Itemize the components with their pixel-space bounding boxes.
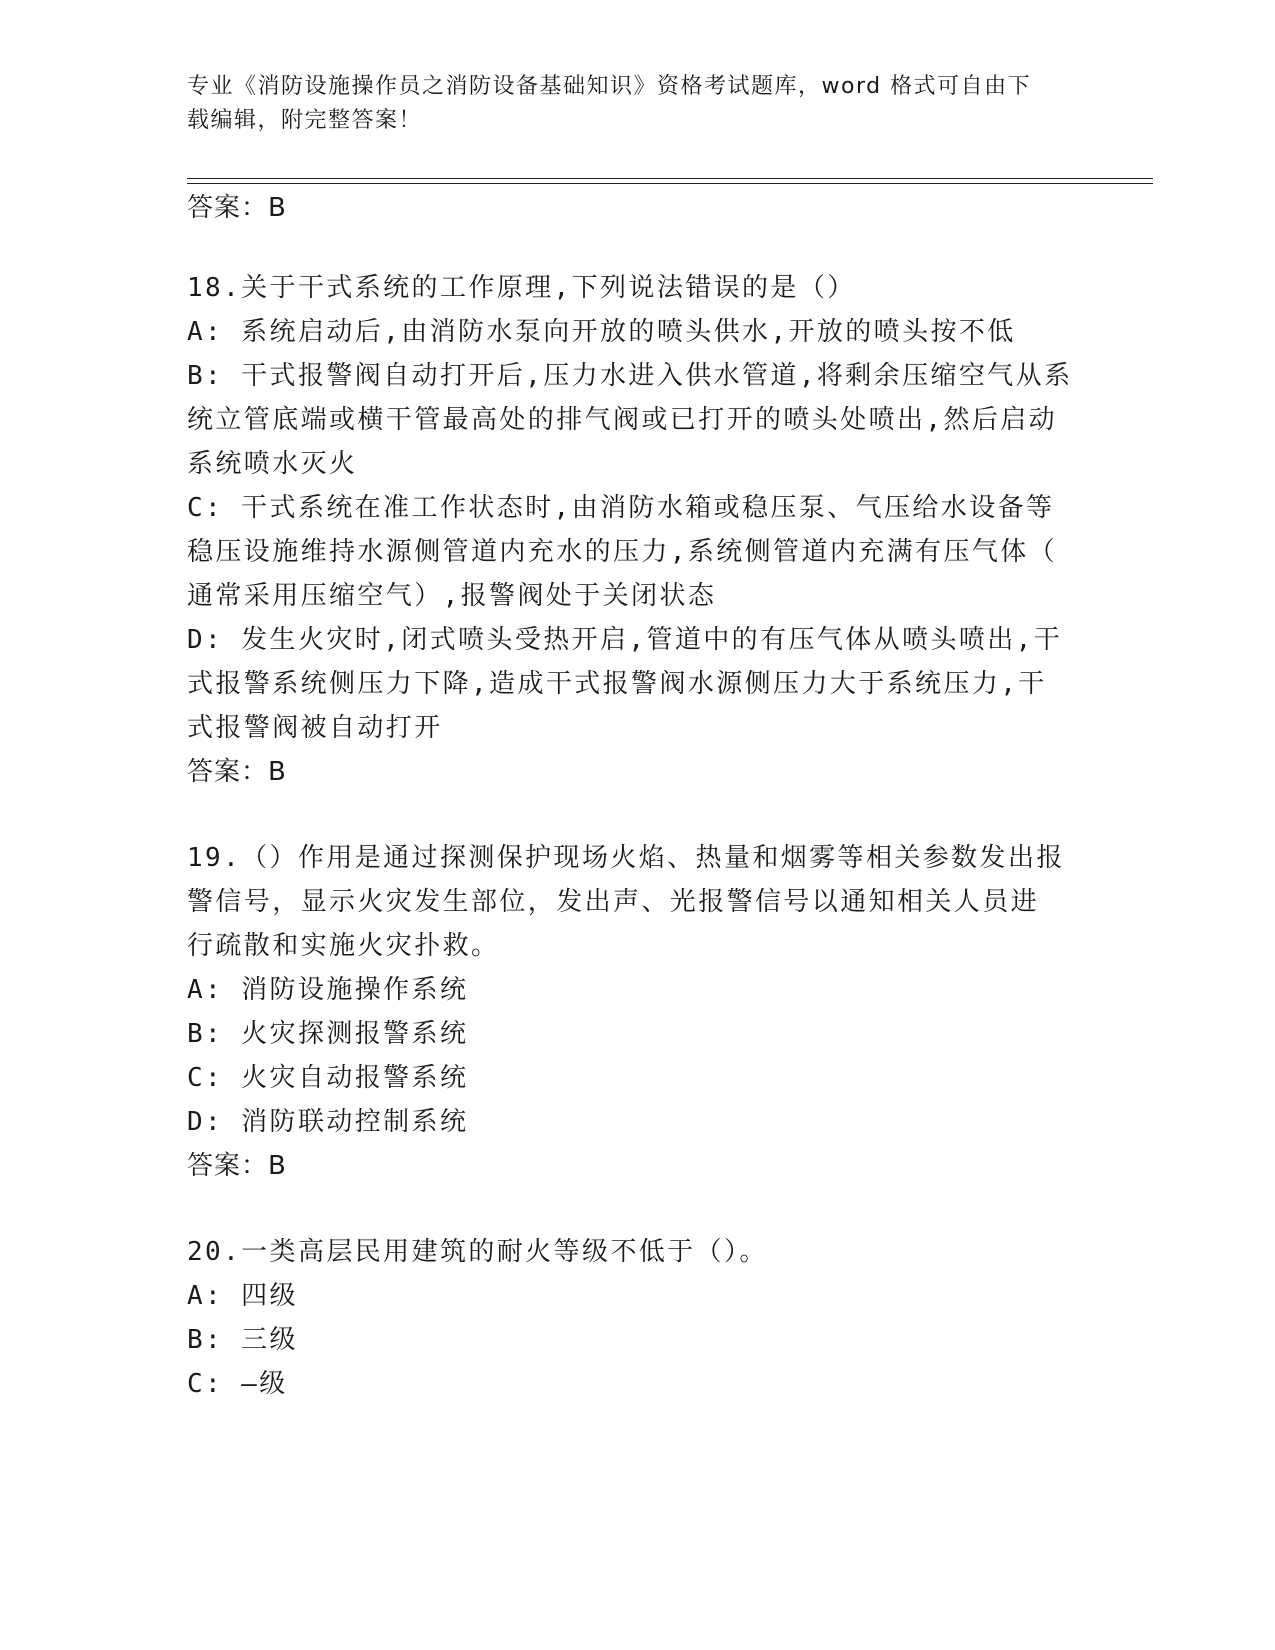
q18-option-b-line-1: B: 干式报警阀自动打开后,压力水进入供水管道,将剩余压缩空气从系 <box>187 361 1073 391</box>
q19-option-a: A: 消防设施操作系统 <box>187 975 469 1005</box>
header-divider-bottom <box>187 183 1153 184</box>
q19-option-b: B: 火灾探测报警系统 <box>187 1019 469 1049</box>
q19-option-c: C: 火灾自动报警系统 <box>187 1063 469 1093</box>
q20-option-c: C: —级 <box>187 1369 288 1399</box>
q18-option-b-line-2: 统立管底端或横干管最高处的排气阀或已打开的喷头处喷出,然后启动 <box>187 405 1058 435</box>
q19-answer: 答案：B <box>187 1151 287 1181</box>
q19-option-d: D: 消防联动控制系统 <box>187 1107 469 1137</box>
q19-question-line-1: 19.（）作用是通过探测保护现场火焰、热量和烟雾等相关参数发出报 <box>187 843 1065 873</box>
q18-option-d-line-1: D: 发生火灾时,闭式喷头受热开启,管道中的有压气体从喷头喷出,干 <box>187 625 1063 655</box>
header-line-1: 专业《消防设施操作员之消防设备基础知识》资格考试题库，word 格式可自由下 <box>187 74 1032 99</box>
q18-option-c-line-2: 稳压设施维持水源侧管道内充水的压力,系统侧管道内充满有压气体（ <box>187 537 1058 567</box>
q18-question: 18.关于干式系统的工作原理,下列说法错误的是（） <box>187 273 856 303</box>
header-divider-top <box>187 178 1153 179</box>
q20-question: 20.一类高层民用建筑的耐火等级不低于（）。 <box>187 1237 768 1267</box>
q18-option-d-line-2: 式报警系统侧压力下降,造成干式报警阀水源侧压力大于系统压力,干 <box>187 669 1047 699</box>
q19-question-line-3: 行疏散和实施火灾扑救。 <box>187 931 500 961</box>
q20-option-a: A: 四级 <box>187 1281 298 1311</box>
q18-option-d-line-3: 式报警阀被自动打开 <box>187 713 443 743</box>
q18-option-c-line-3: 通常采用压缩空气）,报警阀处于关闭状态 <box>187 581 717 611</box>
q18-answer: 答案：B <box>187 757 287 787</box>
q18-option-b-line-3: 系统喷水灭火 <box>187 449 358 479</box>
q18-option-c-line-1: C: 干式系统在准工作状态时,由消防水箱或稳压泵、气压给水设备等 <box>187 493 1055 523</box>
q17-answer: 答案：B <box>187 193 287 223</box>
header-line-2: 载编辑，附完整答案！ <box>187 108 423 133</box>
q20-option-b: B: 三级 <box>187 1325 298 1355</box>
q19-question-line-2: 警信号，显示火灾发生部位，发出声、光报警信号以通知相关人员进 <box>187 887 1040 917</box>
document-header <box>187 70 1067 138</box>
q18-option-a: A: 系统启动后,由消防水泵向开放的喷头供水,开放的喷头按不低 <box>187 317 1016 347</box>
